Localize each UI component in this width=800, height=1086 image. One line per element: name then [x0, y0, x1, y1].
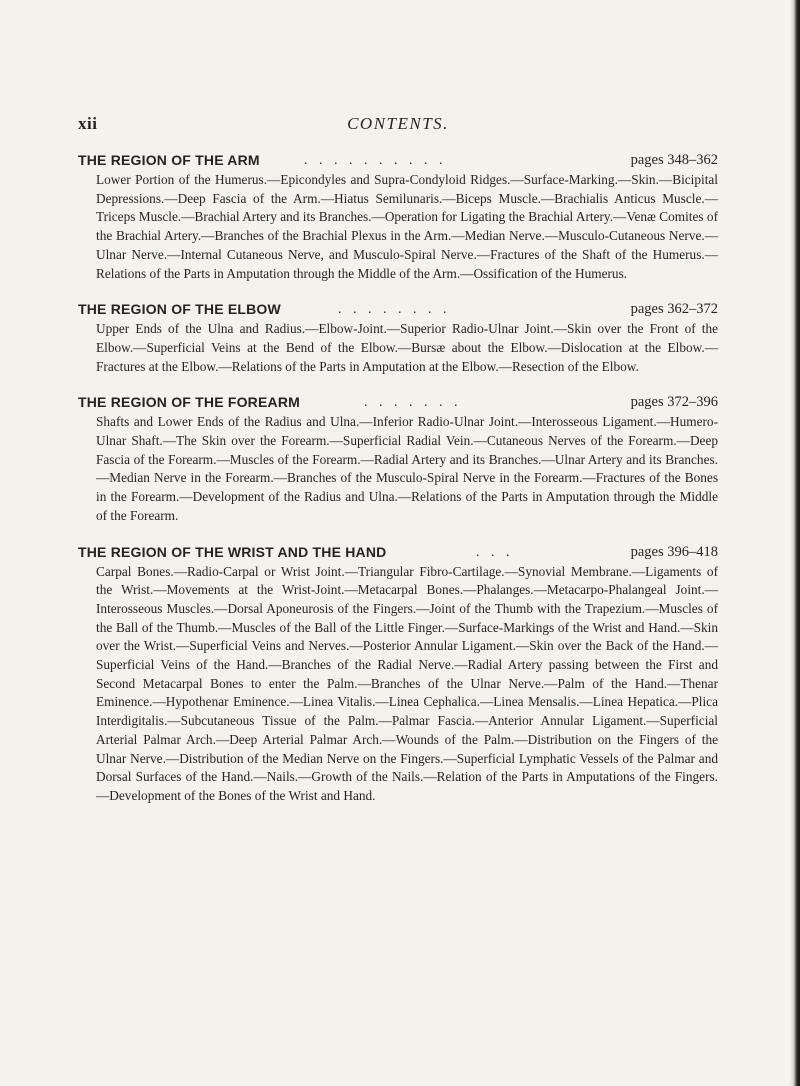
page-number: xii: [78, 114, 98, 133]
contents-section-arm: [78, 150, 718, 283]
section-title: THE REGION OF THE ARM: [78, 152, 260, 168]
dot-leader: . . .: [476, 544, 514, 560]
dot-leader: . . . . . . . .: [338, 302, 451, 318]
contents-list: [78, 150, 718, 822]
section-heading: [78, 542, 718, 563]
contents-section-wrist-hand: [78, 542, 718, 806]
page-range: pages 362–372: [630, 301, 718, 318]
page-edge-shadow: [790, 0, 800, 1086]
section-title: THE REGION OF THE WRIST AND THE HAND: [78, 543, 387, 560]
section-title: THE REGION OF THE ELBOW: [78, 301, 281, 318]
section-heading: [78, 150, 718, 171]
contents-section-elbow: [78, 299, 718, 376]
contents-section-forearm: [78, 392, 718, 525]
section-heading: [78, 392, 718, 413]
page-range: pages 372–396: [630, 394, 718, 411]
dot-leader: . . . . . . . . . .: [304, 153, 447, 168]
section-description: Shafts and Lower Ends of the Radius and Ulna.—Inferior Radio-Ulnar Joint.—Interosseous Ligament.—Humero-Ulnar Shaft.—The Skin over the Forearm.—Superficial Radial Vein.—Cutaneous Nerves of the Forearm.—Deep Fascia of the Forearm.—Muscles of the Forearm.—Radial Artery and its Branches.—Ulnar Artery and its Branches.—Median Nerve in the Forearm.—Branches of the Musculo-Spiral Nerve in the Forearm.—Fractures of the Bones in the Forearm.—Development of the Radius and Ulna.—Relations of the Parts in Amputation through the Middle of the Forearm.: [96, 414, 718, 523]
section-description: Lower Portion of the Humerus.—Epicondyles and Supra-Condyloid Ridges.—Surface-Marking.—Skin.—Bicipital Depressions.—Deep Fascia of the Arm.—Hiatus Semilunaris.—Biceps Muscle.—Brachialis Anticus Muscle.—Triceps Muscle.—Brachial Artery and its Branches.—Operation for Ligating the Brachial Artery.—Venæ Comites of the Brachial Artery.—Branches of the Brachial Plexus in the Arm.—Median Nerve.—Musculo-Cutaneous Nerve.—Ulnar Nerve.—Internal Cutaneous Nerve, and Musculo-Spiral Nerve.—Fractures of the Shaft of the Humerus.—Relations of the Parts in Amputation through the Middle of the Arm.—Ossification of the Humerus.: [96, 172, 718, 281]
page-range: pages 348–362: [630, 152, 718, 168]
page-header: [78, 114, 718, 138]
dot-leader: . . . . . . .: [364, 395, 462, 411]
section-description: Carpal Bones.—Radio-Carpal or Wrist Joint.—Triangular Fibro-Cartilage.—Synovial Membrane.—Ligaments of the Wrist.—Movements at the Wrist-Joint.—Metacarpal Bones.—Phalanges.—Metacarpo-Phalangeal Joint.—Interosseous Muscles.—Dorsal Aponeurosis of the Fingers.—Joint of the Thumb with the Trapezium.—Muscles of the Ball of the Thumb.—Muscles of the Ball of the Little Finger.—Surface-Markings of the Wrist and Hand.—Skin over the Wrist.—Superficial Veins and Nerves.—Posterior Annular Ligament.—Skin over the Back of the Hand.—Superficial Veins of the Hand.—Branches of the Radial Nerve.—Radial Artery passing between the First and Second Metacarpal Bones to enter the Palm.—Branches of the Ulnar Nerve.—Palm of the Hand.—Thenar Eminence.—Hypothenar Eminence.—Linea Vitalis.—Linea Cephalica.—Linea Mensalis.—Linea Hepatica.—Plica Interdigitalis.—Subcutaneous Tissue of the Palm.—Palmar Fascia.—Anterior Annular Ligament.—Superficial Arterial Palmar Arch.—Deep Arterial Palmar Arch.—Wounds of the Palm.—Distribution on the Fingers of the Ulnar Nerve.—Distribution of the Median Nerve on the Fingers.—Superficial Lymphatic Vessels of the Palmar and Dorsal Surfaces of the Hand.—Nails.—Growth of the Nails.—Relation of the Parts in Amputations of the Fingers.—Development of the Bones of the Wrist and Hand.: [96, 563, 718, 803]
section-description: Upper Ends of the Ulna and Radius.—Elbow-Joint.—Superior Radio-Ulnar Joint.—Skin over the Front of the Elbow.—Superficial Veins at the Bend of the Elbow.—Bursæ about the Elbow.—Dislocation at the Elbow.—Fractures at the Elbow.—Relations of the Parts in Amputation at the Elbow.—Resection of the Elbow.: [96, 321, 718, 374]
section-heading: [78, 299, 718, 320]
page-range: pages 396–418: [630, 543, 718, 560]
running-head: CONTENTS.: [347, 114, 449, 133]
section-title: THE REGION OF THE FOREARM: [78, 394, 300, 411]
